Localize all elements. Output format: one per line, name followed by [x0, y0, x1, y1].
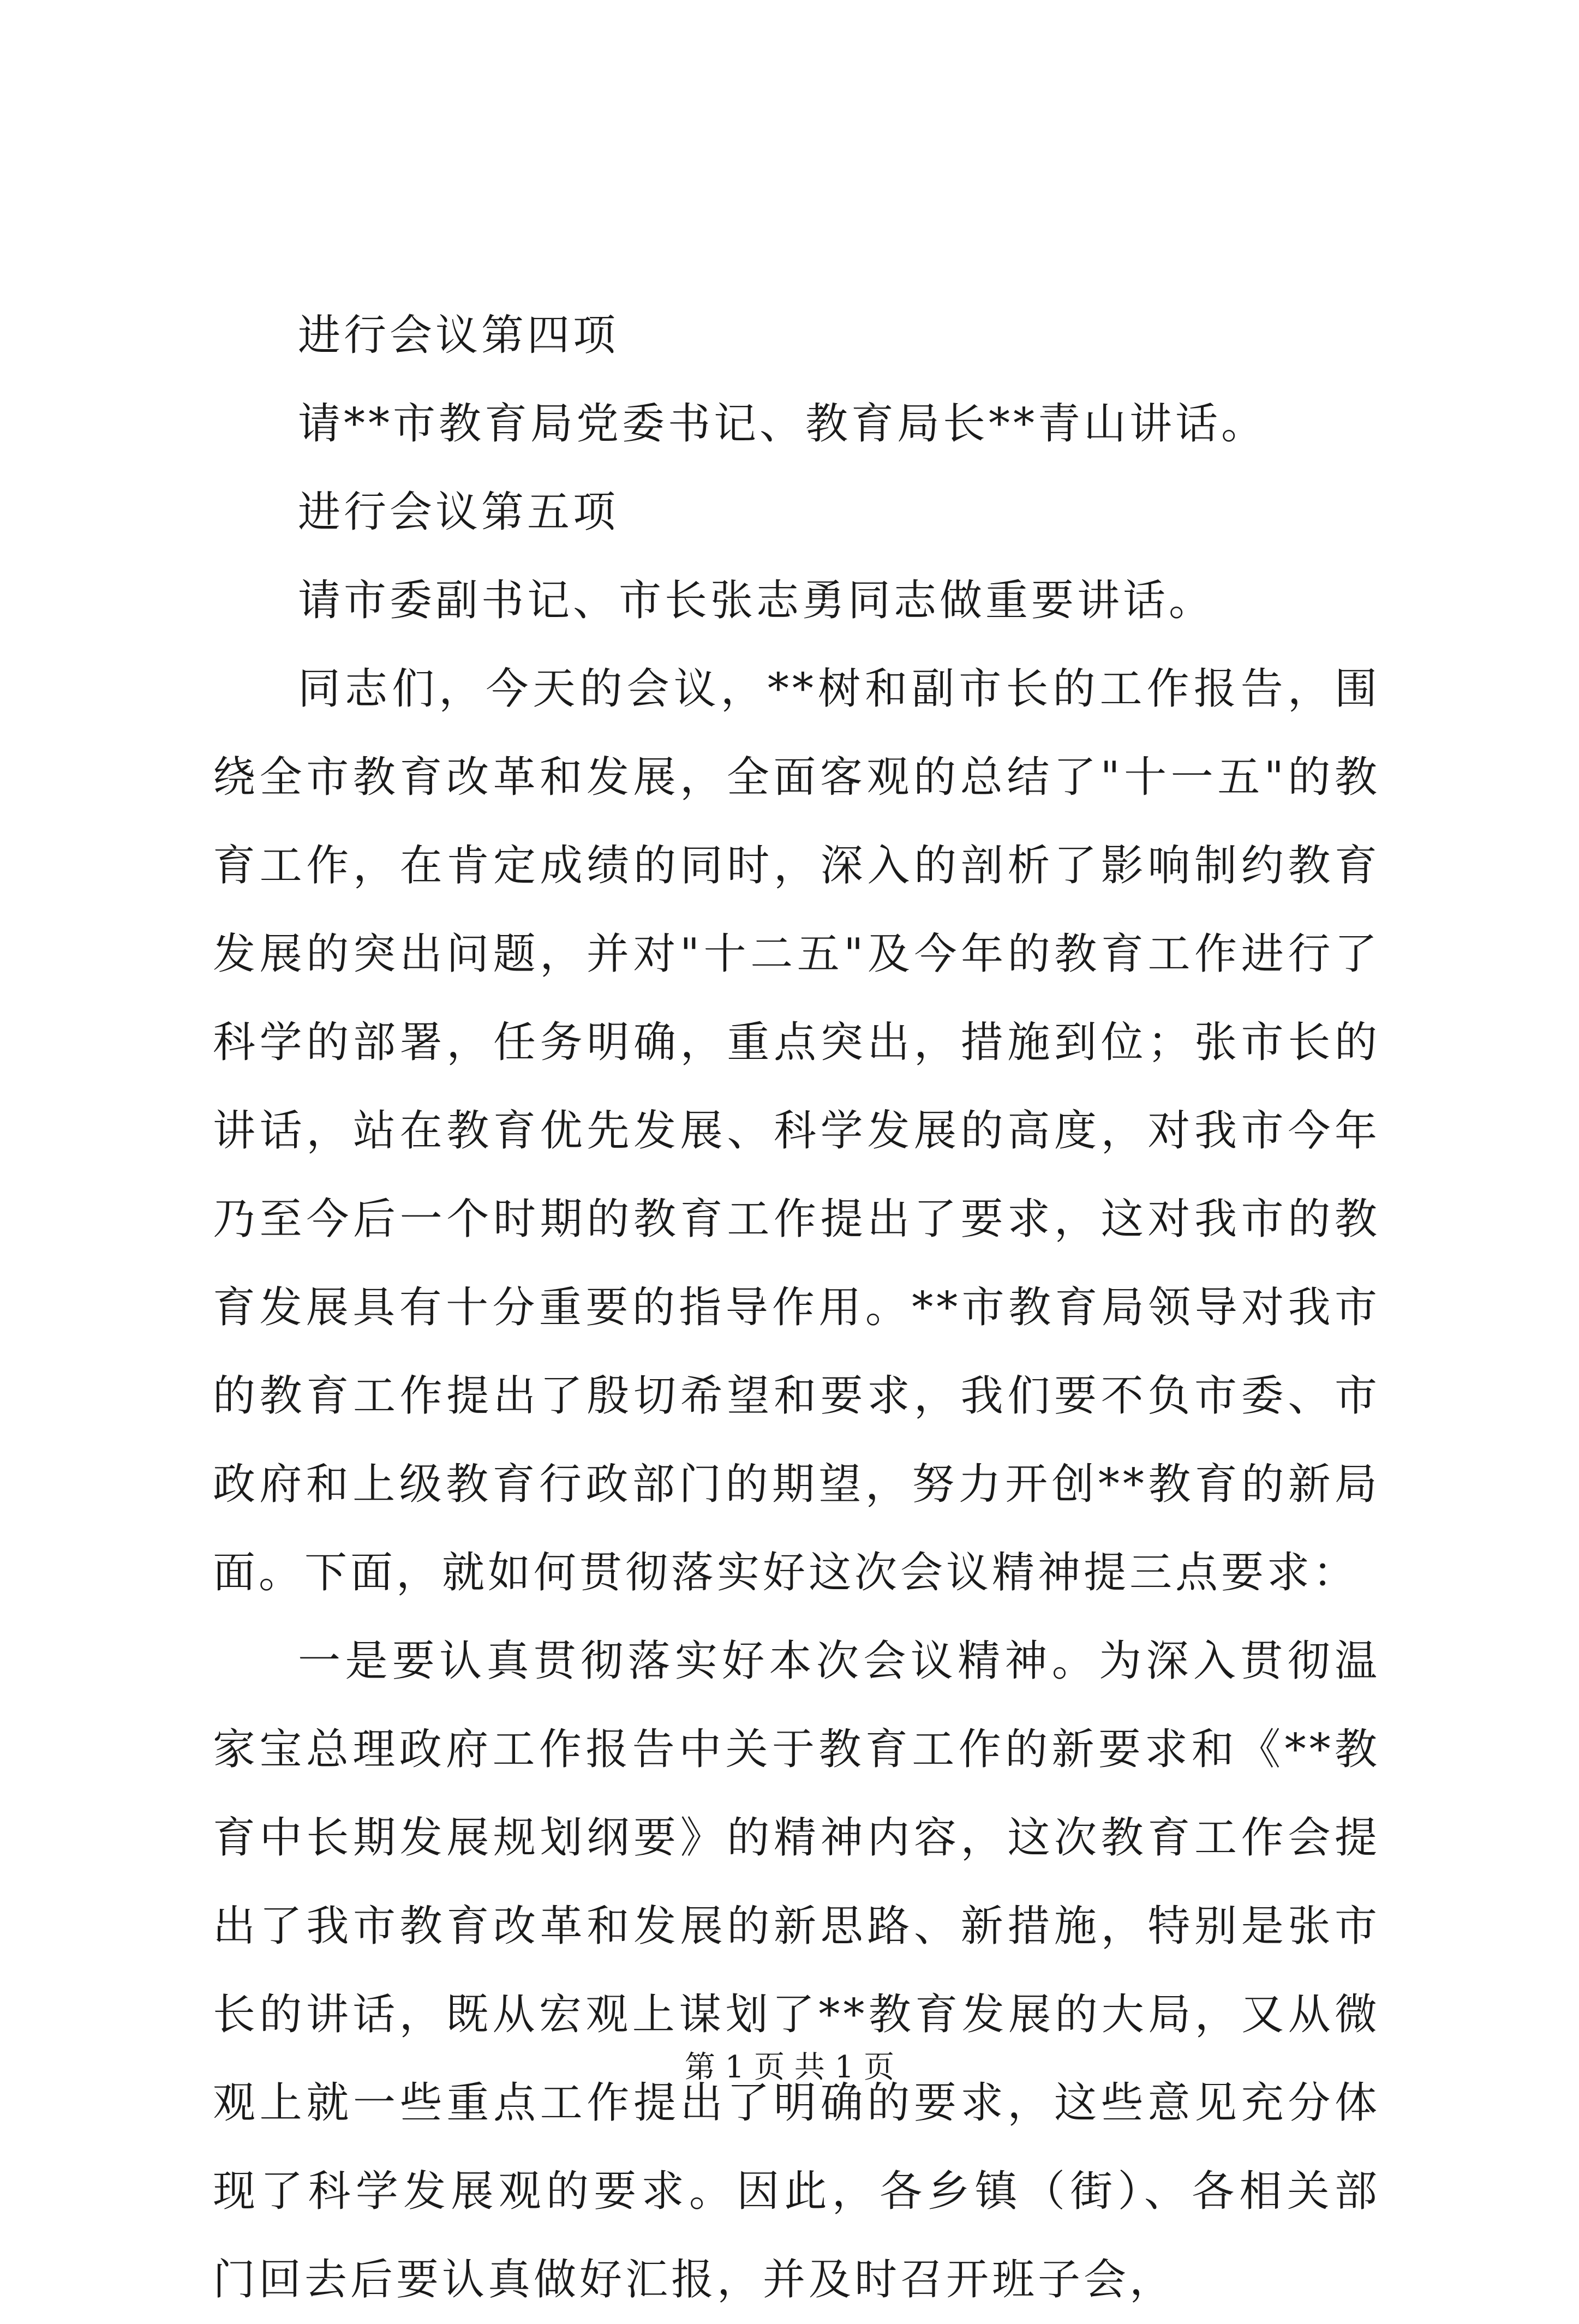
paragraph-speaker-5: 请市委副书记、市长张志勇同志做重要讲话。 — [298, 576, 1215, 625]
paragraph-agenda-item-5: 进行会议第五项 — [298, 488, 619, 537]
paragraph-summary: 同志们，今天的会议，**树和副市长的工作报告，围绕全市教育改革和发展，全面客观的总结了"十一五"的教育工作，在肯定成绩的同时，深入的剖析了影响制约教育发展的突出问题，并对"十二五"及今年的教育工作进行了科学的部署，任务明确，重点突出，措施到位；张市长的讲话，站在教育优先发展、科学发展的高度，对我市今年乃至今后一个时期的教育工作提出了要求，这对我市的教育发展具有十分重要的指导作用。**市教育局领导对我市的教育工作提出了殷切希望和要求，我们要不负市委、市政府和上级教育行政部门的期望，努力开创**教育的新局面。下面，就如何贯彻落实好这次会议精神提三点要求： — [213, 664, 1380, 1597]
paragraph-speaker-4: 请**市教育局党委书记、教育局长**青山讲话。 — [298, 399, 1267, 448]
paragraph-agenda-item-4: 进行会议第四项 — [298, 311, 619, 360]
paragraph-requirement-1: 一是要认真贯彻落实好本次会议精神。为深入贯彻温家宝总理政府工作报告中关于教育工作的新要求和《**教育中长期发展规划纲要》的精神内容，这次教育工作会提出了我市教育改革和发展的新思路、新措施，特别是张市长的讲话，既从宏观上谋划了**教育发展的大局，又从微观上就一些重点工作提出了明确的要求，这些意见充分体现了科学发展观的要求。因此，各乡镇（街）、各相关部门回去后要认真做好汇报，并及时召开班子会， — [213, 1637, 1380, 2304]
document-body — [213, 291, 1380, 2324]
page-footer: 第 1 页 共 1 页 — [684, 2050, 895, 2085]
